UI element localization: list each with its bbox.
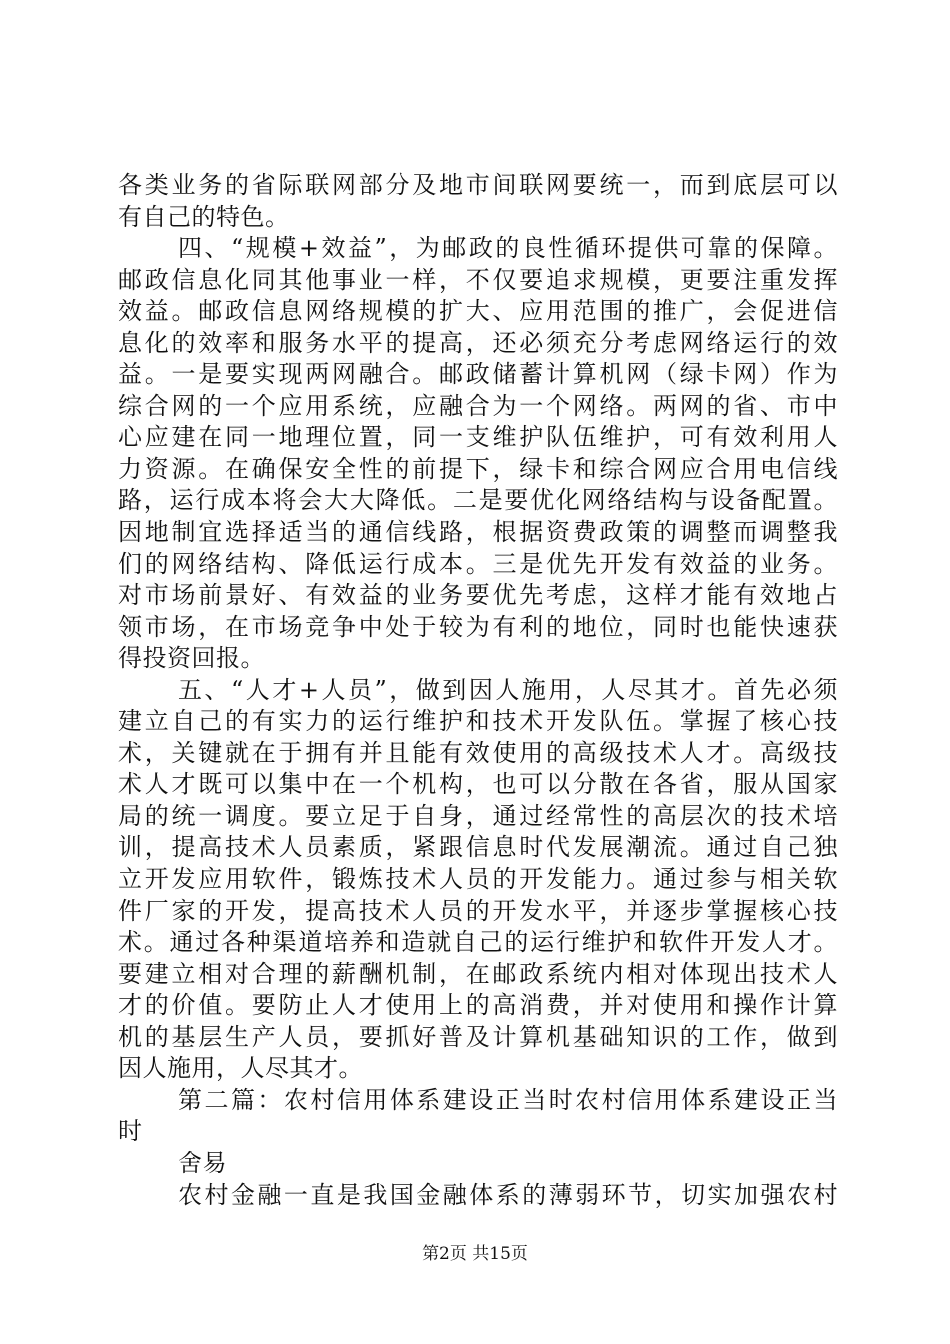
- text-line: 得投资回报。: [118, 644, 265, 673]
- text-line: 益。一是要实现两网融合。邮政储蓄计算机网（绿卡网）作为: [118, 360, 838, 389]
- text-line: 们的网络结构、降低运行成本。三是优先开发有效益的业务。: [118, 549, 838, 578]
- text-line: 局的统一调度。要立足于自身，通过经常性的高层次的技术培: [118, 801, 838, 830]
- text-line: 因人施用，人尽其才。: [118, 1054, 363, 1083]
- text-line: 心应建在同一地理位置，同一支维护队伍维护，可有效利用人: [118, 423, 838, 452]
- text-line: 对市场前景好、有效益的业务要优先考虑，这样才能有效地占: [118, 581, 838, 610]
- text-line: 农村金融一直是我国金融体系的薄弱环节，切实加强农村: [178, 1180, 838, 1209]
- text-line: 因地制宜选择适当的通信线路，根据资费政策的调整而调整我: [118, 518, 838, 547]
- text-line: 舍易: [178, 1148, 227, 1177]
- text-line: 各类业务的省际联网部分及地市间联网要统一，而到底层可以: [118, 171, 838, 199]
- text-line: 路，运行成本将会大大降低。二是要优化网络结构与设备配置。: [118, 486, 838, 515]
- text-line: 四、“规模+效益”，为邮政的良性循环提供可靠的保障。: [178, 234, 838, 263]
- text-line: 效益。邮政信息网络规模的扩大、应用范围的推广，会促进信: [118, 297, 838, 326]
- text-line: 有自己的特色。: [118, 202, 290, 231]
- text-line: 术人才既可以集中在一个机构，也可以分散在各省，服从国家: [118, 770, 838, 799]
- text-line: 才的价值。要防止人才使用上的高消费，并对使用和操作计算: [118, 991, 838, 1020]
- text-line: 训，提高技术人员素质，紧跟信息时代发展潮流。通过自己独: [118, 833, 838, 862]
- text-line: 五、“人才+人员”，做到因人施用，人尽其才。首先必须: [178, 675, 838, 704]
- text-line: 力资源。在确保安全性的前提下，绿卡和综合网应合用电信线: [118, 454, 838, 483]
- text-line: 术。通过各种渠道培养和造就自己的运行维护和软件开发人才。: [118, 928, 838, 957]
- text-line: 息化的效率和服务水平的提高，还必须充分考虑网络运行的效: [118, 328, 838, 357]
- text-line: 要建立相对合理的薪酬机制，在邮政系统内相对体现出技术人: [118, 959, 838, 988]
- text-line: 第二篇：农村信用体系建设正当时农村信用体系建设正当: [178, 1085, 838, 1114]
- text-line: 时: [118, 1117, 143, 1146]
- text-line: 机的基层生产人员，要抓好普及计算机基础知识的工作，做到: [118, 1022, 838, 1051]
- text-line: 件厂家的开发，提高技术人员的开发水平，并逐步掌握核心技: [118, 896, 838, 925]
- text-line: 立开发应用软件，锻炼技术人员的开发能力。通过参与相关软: [118, 865, 838, 894]
- text-line: 邮政信息化同其他事业一样，不仅要追求规模，更要注重发挥: [118, 265, 838, 294]
- text-line: 术，关键就在于拥有并且能有效使用的高级技术人才。高级技: [118, 738, 838, 767]
- document-body: [118, 170, 838, 1211]
- text-line: 建立自己的有实力的运行维护和技术开发队伍。掌握了核心技: [118, 707, 838, 736]
- text-line: 领市场，在市场竞争中处于较为有利的地位，同时也能快速获: [118, 612, 838, 641]
- page-footer: 第2页 共15页: [422, 1244, 528, 1264]
- text-line: 综合网的一个应用系统，应融合为一个网络。两网的省、市中: [118, 391, 838, 420]
